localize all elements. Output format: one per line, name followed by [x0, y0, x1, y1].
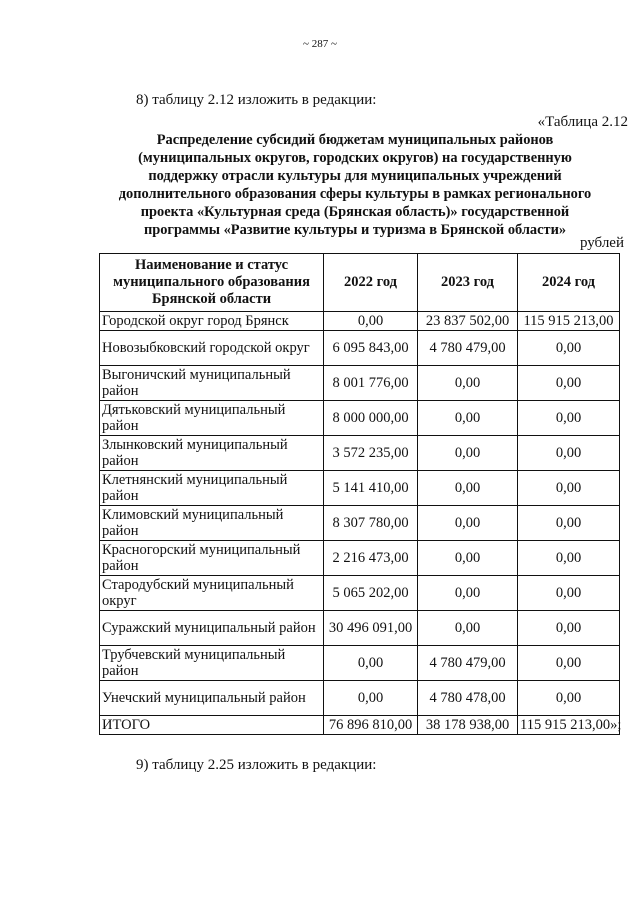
- value-2023: 0,00: [418, 401, 518, 436]
- title-line: программы «Развитие культуры и туризма в Брянской области»: [143, 222, 567, 238]
- table-row: [100, 541, 620, 576]
- table-row: [100, 331, 620, 366]
- subsidy-table: [99, 253, 620, 735]
- page-number: ~ 287 ~: [303, 38, 337, 50]
- value-2022: 6 095 843,00: [324, 331, 418, 366]
- header-2022: 2022 год: [324, 254, 418, 312]
- value-2023: 0,00: [418, 611, 518, 646]
- value-2024: 115 915 213,00: [518, 312, 620, 331]
- table-title: [100, 131, 610, 239]
- table-row: [100, 312, 620, 331]
- table-row: [100, 506, 620, 541]
- value-2023: 0,00: [418, 471, 518, 506]
- total-label: ИТОГО: [100, 716, 324, 735]
- value-2023: 0,00: [418, 541, 518, 576]
- municipality-name: Красногорский муниципальный район: [100, 541, 324, 576]
- value-2023: 0,00: [418, 366, 518, 401]
- value-2023: 0,00: [418, 576, 518, 611]
- value-2024: 0,00: [518, 646, 620, 681]
- header-municipality: Наименование и статус муниципального образования Брянской области: [100, 254, 324, 312]
- value-2023: 23 837 502,00: [418, 312, 518, 331]
- value-2022: 3 572 235,00: [324, 436, 418, 471]
- table-header-row: [100, 254, 620, 312]
- value-2024: 0,00: [518, 681, 620, 716]
- title-line: дополнительного образования сферы культуры в рамках регионального: [118, 186, 592, 202]
- value-2022: 0,00: [324, 312, 418, 331]
- value-2022: 30 496 091,00: [324, 611, 418, 646]
- municipality-name: Клетнянский муниципальный район: [100, 471, 324, 506]
- value-2024: 0,00: [518, 541, 620, 576]
- value-2023: 0,00: [418, 506, 518, 541]
- value-2022: 5 141 410,00: [324, 471, 418, 506]
- value-2023: 0,00: [418, 436, 518, 471]
- value-2022: 0,00: [324, 646, 418, 681]
- table-row: [100, 471, 620, 506]
- value-2022: 0,00: [324, 681, 418, 716]
- paragraph-table-2-12-intro: 8) таблицу 2.12 изложить в редакции:: [136, 92, 377, 108]
- value-2022: 8 307 780,00: [324, 506, 418, 541]
- value-2024: 0,00: [518, 471, 620, 506]
- value-2024: 0,00: [518, 611, 620, 646]
- header-2023: 2023 год: [418, 254, 518, 312]
- value-2022: 8 000 000,00: [324, 401, 418, 436]
- municipality-name: Городской округ город Брянск: [100, 312, 324, 331]
- total-2024: 115 915 213,00»;: [518, 716, 620, 735]
- title-line: поддержку отрасли культуры для муниципальных учреждений: [148, 168, 562, 184]
- municipality-name: Трубчевский муниципальный район: [100, 646, 324, 681]
- table-row: [100, 646, 620, 681]
- table-total-row: [100, 716, 620, 735]
- table-reference: «Таблица 2.12: [537, 114, 628, 130]
- table-row: [100, 366, 620, 401]
- municipality-name: Стародубский муниципальный округ: [100, 576, 324, 611]
- unit-label: рублей: [579, 235, 624, 251]
- municipality-name: Климовский муниципальный район: [100, 506, 324, 541]
- title-line: Распределение субсидий бюджетам муниципальных районов: [156, 132, 554, 148]
- title-line: (муниципальных округов, городских округов) на государственную: [138, 150, 572, 166]
- table-row: [100, 611, 620, 646]
- municipality-name: Унечский муниципальный район: [100, 681, 324, 716]
- municipality-name: Выгоничский муниципальный район: [100, 366, 324, 401]
- value-2023: 4 780 479,00: [418, 646, 518, 681]
- value-2024: 0,00: [518, 366, 620, 401]
- title-line: проекта «Культурная среда (Брянская область)» государственной: [140, 204, 570, 220]
- value-2022: 8 001 776,00: [324, 366, 418, 401]
- value-2024: 0,00: [518, 331, 620, 366]
- total-2023: 38 178 938,00: [418, 716, 518, 735]
- value-2024: 0,00: [518, 576, 620, 611]
- value-2024: 0,00: [518, 401, 620, 436]
- value-2022: 2 216 473,00: [324, 541, 418, 576]
- municipality-name: Новозыбковский городской округ: [100, 331, 324, 366]
- table-row: [100, 576, 620, 611]
- value-2024: 0,00: [518, 436, 620, 471]
- table-row: [100, 436, 620, 471]
- value-2023: 4 780 479,00: [418, 331, 518, 366]
- municipality-name: Злынковский муниципальный район: [100, 436, 324, 471]
- paragraph-table-2-25-intro: 9) таблицу 2.25 изложить в редакции:: [136, 757, 377, 773]
- table-row: [100, 681, 620, 716]
- header-2024: 2024 год: [518, 254, 620, 312]
- value-2022: 5 065 202,00: [324, 576, 418, 611]
- value-2024: 0,00: [518, 506, 620, 541]
- table-row: [100, 401, 620, 436]
- total-2022: 76 896 810,00: [324, 716, 418, 735]
- municipality-name: Дятьковский муниципальный район: [100, 401, 324, 436]
- value-2023: 4 780 478,00: [418, 681, 518, 716]
- municipality-name: Суражский муниципальный район: [100, 611, 324, 646]
